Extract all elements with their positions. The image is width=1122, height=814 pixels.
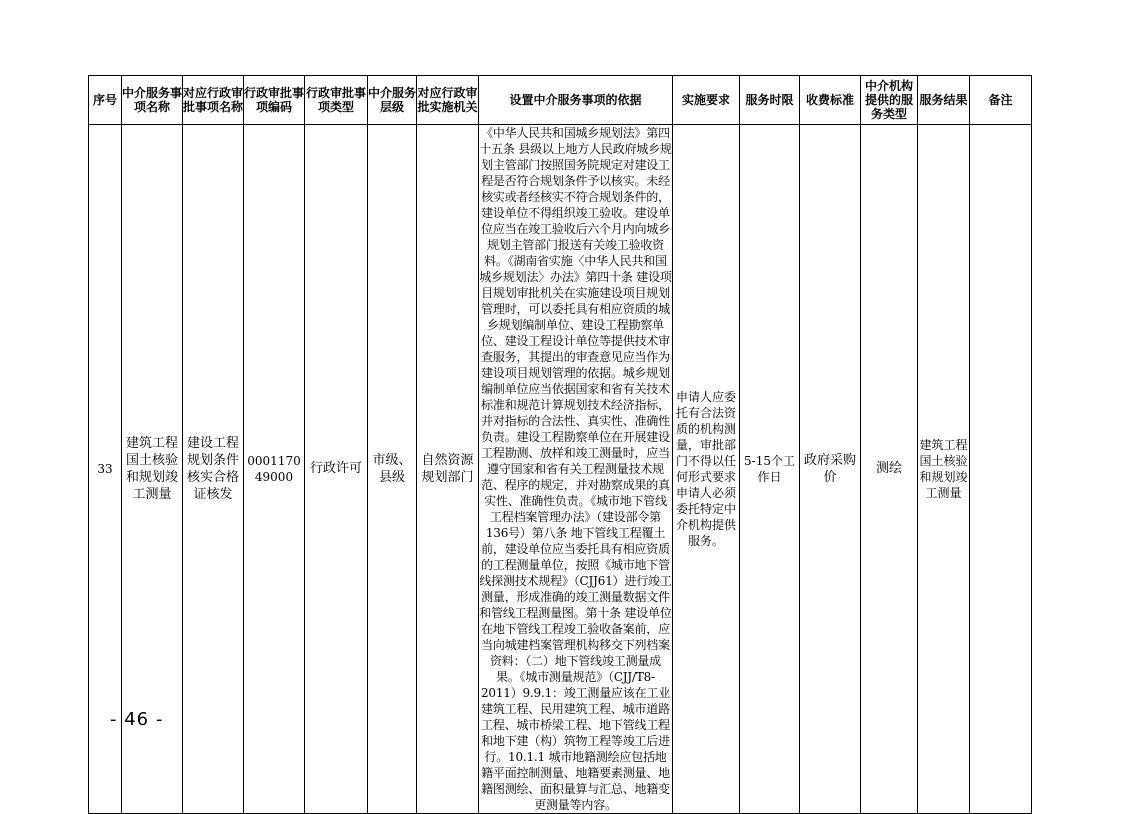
header-service-type: 中介机构提供的服务类型	[861, 76, 918, 125]
cell-service-type: 测绘	[861, 125, 918, 814]
cell-approval-name: 建设工程规划条件核实合格证核发	[183, 125, 244, 814]
cell-approval-code: 000117049000	[244, 125, 305, 814]
header-basis: 设置中介服务事项的依据	[479, 76, 673, 125]
intermediary-service-table	[88, 75, 1032, 814]
header-index: 序号	[89, 76, 122, 125]
cell-basis: 《中华人民共和国城乡规划法》第四十五条 县级以上地方人民政府城乡规划主管部门按照国务院规定对建设工程是否符合规划条件予以核实。未经核实或者经核实不符合规划条件的，建设单位不得组织竣工验收。建设单位应当在竣工验收后六个月内向城乡规划主管部门报送有关竣工验收资料。《湖南省实施〈中华人民共和国城乡规划法〉办法》第四十条 建设项目规划审批机关在实施建设项目规划管理时，可以委托具有相应资质的城乡规划编制单位、建设工程勘察单位、建设工程设计单位等提供技术审查服务，其提出的审查意见应当作为建设项目规划管理的依据。城乡规划编制单位应当依据国家和省有关技术标准和规范计算规划技术经济指标，并对指标的合法性、真实性、准确性负责。建设工程勘察单位在开展建设工程勘测、放样和竣工测量时，应当遵守国家和省有关工程测量技术规范、程序的规定，并对勘察成果的真实性、准确性负责。《城市地下管线工程档案管理办法》（建设部令第136号）第八条 地下管线工程覆土前，建设单位应当委托具有相应资质的工程测量单位，按照《城市地下管线探测技术规程》（CJJ61）进行竣工测量，形成准确的竣工测量数据文件和管线工程测量图。第十条 建设单位在地下管线工程竣工验收备案前，应当向城建档案管理机构移交下列档案资料：（二）地下管线竣工测量成果。《城市测量规范》（CJJ/T8-2011）9.9.1：竣工测量应该在工业建筑工程、民用建筑工程、城市道路工程、城市桥梁工程、地下管线工程和地下建（构）筑物工程等竣工后进行。10.1.1 城市地籍测绘应包括地籍平面控制测量、地籍要素测量、地籍图测绘、面积量算与汇总、地籍变更测量等内容。	[479, 126, 672, 812]
header-remark: 备注	[970, 76, 1032, 125]
header-authority: 对应行政审批实施机关	[417, 76, 479, 125]
table-header-row	[89, 76, 1032, 125]
cell-result: 建筑工程国土核验和规划竣工测量	[918, 125, 970, 814]
header-time-limit: 服务时限	[740, 76, 800, 125]
header-approval-type: 行政审批事项类型	[305, 76, 368, 125]
cell-authority: 自然资源规划部门	[417, 125, 479, 814]
header-result: 服务结果	[918, 76, 970, 125]
cell-service-name: 建筑工程国土核验和规划竣工测量	[122, 125, 183, 814]
cell-time-limit: 5-15个工作日	[740, 125, 800, 814]
table-row	[89, 125, 1032, 814]
header-fee: 收费标准	[800, 76, 861, 125]
header-requirement: 实施要求	[673, 76, 740, 125]
cell-service-level: 市级、县级	[368, 125, 417, 814]
header-approval-name: 对应行政审批事项名称	[183, 76, 244, 125]
cell-fee: 政府采购价	[800, 125, 861, 814]
cell-remark	[970, 125, 1032, 814]
page-number: - 46 -	[110, 709, 164, 730]
cell-index: 33	[89, 125, 122, 814]
cell-approval-type: 行政许可	[305, 125, 368, 814]
header-approval-code: 行政审批事项编码	[244, 76, 305, 125]
header-service-name: 中介服务事项名称	[122, 76, 183, 125]
header-service-level: 中介服务层级	[368, 76, 417, 125]
cell-requirement: 申请人应委托有合法资质的机构测量，审批部门不得以任何形式要求申请人必须委托特定中介机构提供服务。	[673, 125, 740, 814]
